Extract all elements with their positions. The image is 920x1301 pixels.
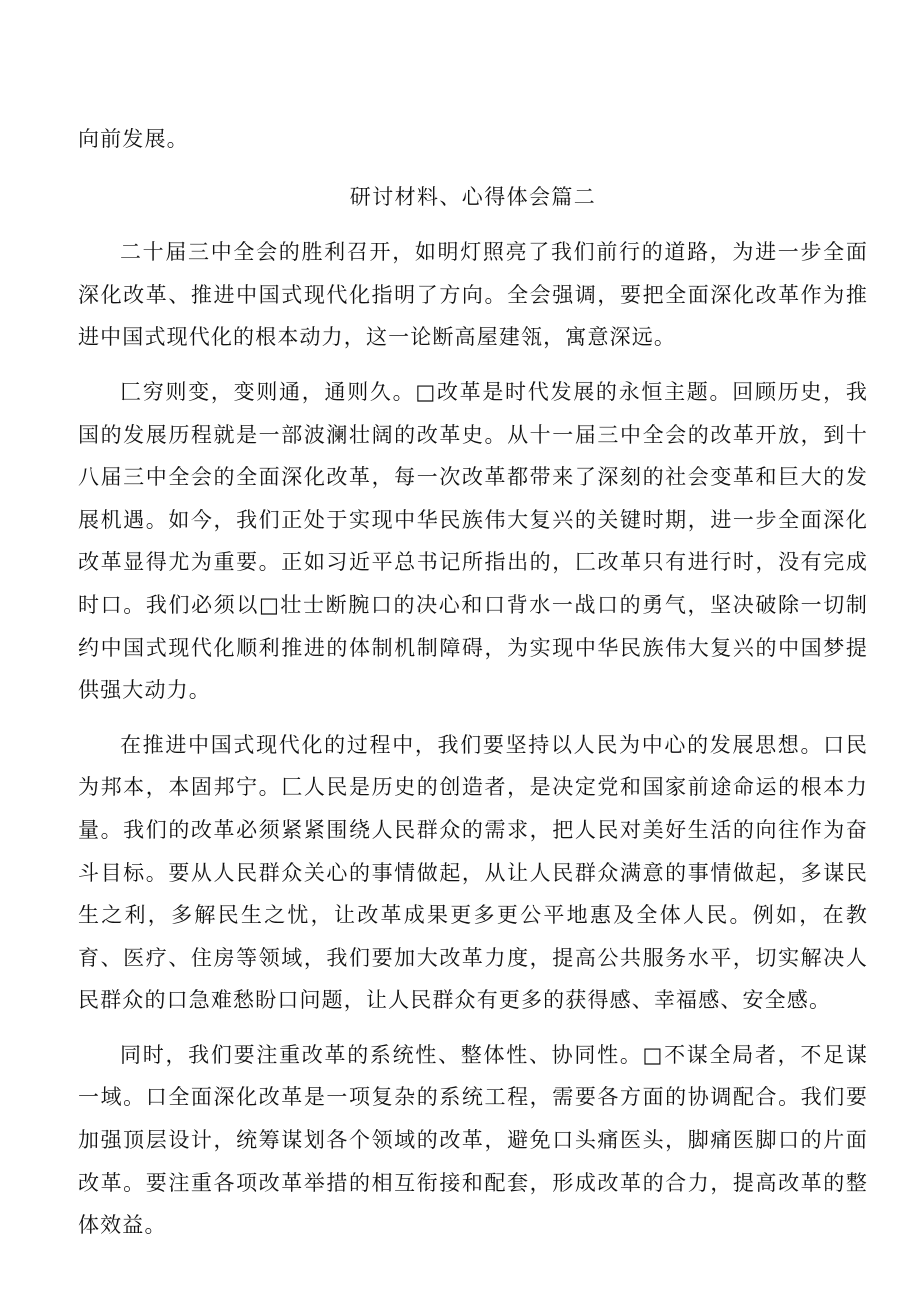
paragraph-systematic-reform: 同时，我们要注重改革的系统性、整体性、协同性。□不谋全局者，不足谋一域。口全面深化改革是一项复杂的系统工程，需要各方面的协调配合。我们要加强顶层设计，统筹谋划各个领域的改革，避免口头痛医头，脚痛医脚口的片面改革。要注重各项改革举措的相互衔接和配套，形成改革的合力，提高改革的整体效益。 <box>78 1042 868 1238</box>
document-page <box>78 118 868 1259</box>
paragraph-intro: 二十届三中全会的胜利召开，如明灯照亮了我们前行的道路，为进一步全面深化改革、推进中国式现代化指明了方向。全会强调，要把全面深化改革作为推进中国式现代化的根本动力，这一论断高屋建瓴，寓意深远。 <box>78 240 868 350</box>
section-heading: 研讨材料、心得体会篇二 <box>349 184 597 209</box>
continued-text-line: 向前发展。 <box>78 127 189 151</box>
paragraph-people-centered: 在推进中国式现代化的过程中，我们要坚持以人民为中心的发展思想。口民为邦本，本固邦宁。匚人民是历史的创造者，是决定党和国家前途命运的根本力量。我们的改革必须紧紧围绕人民群众的需求，把人民对美好生活的向往作为奋斗目标。要从人民群众关心的事情做起，从让人民群众满意的事情做起，多谋民生之利，多解民生之忧，让改革成果更多更公平地惠及全体人民。例如，在教育、医疗、住房等领域，我们要加大改革力度，提高公共服务水平，切实解决人民群众的口急难愁盼口问题，让人民群众有更多的获得感、幸福感、安全感。 <box>78 732 868 1013</box>
paragraph-reform-history: 匚穷则变，变则通，通则久。□改革是时代发展的永恒主题。回顾历史，我国的发展历程就是一部波澜壮阔的改革史。从十一届三中全会的改革开放，到十八届三中全会的全面深化改革，每一次改革都带来了深刻的社会变革和巨大的发展机遇。如今，我们正处于实现中华民族伟大复兴的关键时期，进一步全面深化改革显得尤为重要。正如习近平总书记所指出的，匚改革只有进行时，没有完成时口。我们必须以□壮士断腕口的决心和口背水一战口的勇气，坚决破除一切制约中国式现代化顺利推进的体制机制障碍，为实现中华民族伟大复兴的中国梦提供强大动力。 <box>78 379 868 703</box>
